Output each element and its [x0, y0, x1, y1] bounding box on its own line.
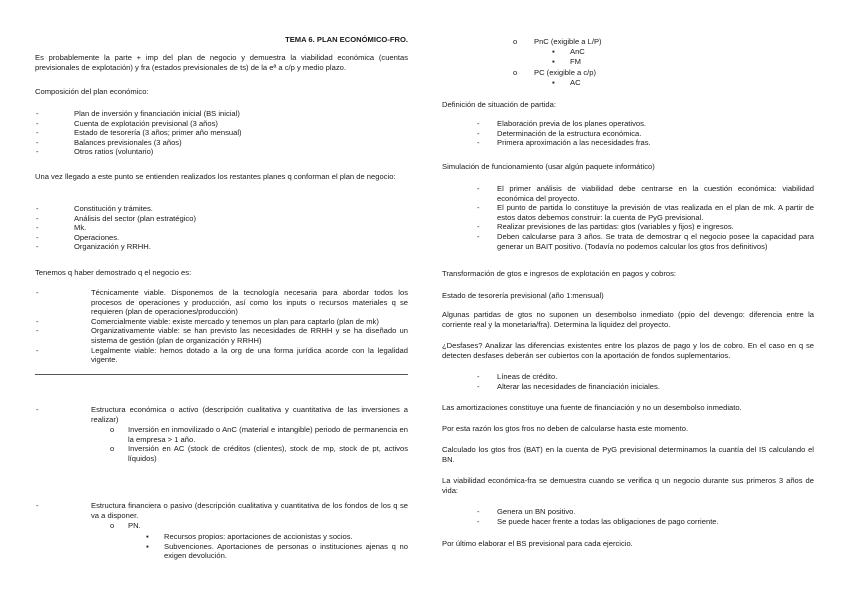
- viability-list: [477, 507, 814, 526]
- other-plans-intro: Una vez llegado a este punto se entienden realizados los restantes planes q conforman el plan de negocio:: [35, 172, 396, 181]
- mismatch-list: [477, 372, 814, 391]
- list-item: - Comercialmente viable: existe mercado y tenemos un plan para captarlo (plan de mk): [36, 316, 379, 326]
- list-item: - Cuenta de explotación previsional (3 años): [36, 118, 218, 128]
- list-item: ▪ AnC: [552, 47, 585, 56]
- intro-paragraph: Es probablemente la parte + imp del plan de negocio y demuestra la viabilidad económica (cuentas previsionales de explotación) y fra (estados previsionales de ts) de la eª a c/p y medio plazo.: [35, 53, 408, 72]
- pn-sublist: [146, 532, 408, 561]
- list-item: ▪ Recursos propios: aportaciones de accionistas y socios.: [146, 532, 353, 541]
- list-item: ▪ FM: [552, 56, 581, 66]
- list-item: - Plan de inversión y financiación inicial (BS inicial): [36, 109, 240, 118]
- list-item: - Organizativamente viable: se han previsto las necesidades de RRHH y se ha diseñado un sistema de gestión (plan de organización y RRHH): [36, 326, 408, 345]
- pnc-item: o PnC (exigible a L/P): [513, 37, 602, 46]
- simulation-list: [477, 184, 814, 251]
- starting-list: [477, 119, 814, 148]
- list-item: - Se puede hacer frente a todas las obligaciones de pago corriente.: [477, 516, 719, 526]
- list-item: - Mk.: [36, 223, 87, 233]
- calc-bat-paragraph: Calculado los gtos fros (BAT) en la cuenta de PyG previsional determinamos la cuantía del IS calculando el BN.: [442, 445, 814, 464]
- list-item: o Inversión en AC (stock de créditos (clientes), stock de mp, stock de pt, activos líquidos): [110, 444, 408, 463]
- mismatch-paragraph: Algunas partidas de gtos no suponen un desembolso inmediato (ppio del devengo: diferencia entre la corriente real y la monetaria/fra). Determina la liquidez del proyecto.: [442, 310, 814, 329]
- transformation-heading: Transformación de gtos e ingresos de explotación en pagos y cobros:: [442, 269, 676, 278]
- list-item: - Otros ratios (voluntario): [36, 147, 154, 157]
- list-item: - Técnicamente viable. Disponemos de la tecnología necesaria para abordar todos los procesos de operaciones y producción, así como los inputs o recursos materiales q se requieren (plan de operaciones/producción): [36, 288, 408, 317]
- list-item: ▪ AC: [552, 78, 581, 87]
- list-item: - Genera un BN positivo.: [477, 507, 576, 516]
- list-item: - Análisis del sector (plan estratégico): [36, 213, 196, 223]
- list-item: - Líneas de crédito.: [477, 372, 558, 381]
- list-item: - Balances previsionales (3 años): [36, 137, 182, 147]
- pc-item: o PC (exigible a c/p): [513, 68, 597, 77]
- treasury-heading: Estado de tesorería previsional (año 1:mensual): [442, 291, 604, 300]
- economic-structure-item: - Estructura económica o activo (descripción cualitativa y cuantitativa de las inversiones a realizar): [36, 405, 408, 424]
- starting-heading: Definición de situación de partida:: [442, 100, 556, 109]
- amortization-paragraph: Las amortizaciones constituye una fuente de financiación y no un desembolso inmediato.: [442, 403, 742, 412]
- list-item: - Operaciones.: [36, 232, 120, 242]
- document-title: TEMA 6. PLAN ECONÓMICO-FRO.: [285, 35, 408, 44]
- list-item: - El punto de partida lo constituye la previsión de vtas realizada en el plan de mk. A partir de estos datos debemos construir: la cuenta de PyG previsional.: [477, 203, 814, 222]
- list-item: - Deben calcularse para 3 años. Se trata de demostrar q el negocio posee la capacidad para generar un BAIT positivo. (Todavía no podemos calcular los gtos fros definitivos): [477, 231, 814, 251]
- composition-heading: Composición del plan económico:: [35, 87, 149, 96]
- list-item: - Constitución y trámites.: [36, 204, 153, 213]
- list-item: - Primera aproximación a las necesidades fras.: [477, 138, 651, 148]
- financial-structure-item: - Estructura financiera o pasivo (descripción cualitativa y cuantitativa de los fondos de los q se va a disponer.: [36, 501, 408, 520]
- simulation-heading: Simulación de funcionamiento (usar algún paquete informático): [442, 162, 655, 171]
- list-item: - Organización y RRHH.: [36, 242, 151, 252]
- shown-list: [36, 288, 408, 365]
- list-item: - El primer análisis de viabilidad debe centrarse en la cuestión económica: viabilidad económica del proyecto.: [477, 184, 814, 203]
- list-item: ▪ Subvenciones. Aportaciones de personas o instituciones ajenas q no exigen devolución.: [146, 541, 408, 561]
- other-plans-list: [36, 204, 404, 252]
- viability-paragraph: La viabilidad económica-fra se demuestra cuando se verifica q un negocio durante sus primeros 3 años de vida:: [442, 476, 814, 495]
- final-paragraph: Por último elaborar el BS previsional para cada ejercicio.: [442, 539, 633, 548]
- list-item: - Alterar las necesidades de financiación iniciales.: [477, 381, 660, 391]
- no-calc-paragraph: Por esta razón los gtos fros no deben de calcularse hasta este momento.: [442, 424, 689, 433]
- list-item: - Determinación de la estructura económica.: [477, 128, 642, 138]
- list-item: - Legalmente viable: hemos dotado a la org de una forma jurídica acorde con la legalidad vigente.: [36, 345, 408, 365]
- pc-sublist: [552, 78, 770, 88]
- section-divider: [35, 374, 408, 375]
- shown-heading: Tenemos q haber demostrado q el negocio es:: [35, 268, 192, 277]
- list-item: o Inversión en inmovilizado o AnC (material e intangible) periodo de permanencia en la empresa > 1 año.: [110, 425, 408, 444]
- list-item: - Elaboración previa de los planes operativos.: [477, 119, 647, 128]
- mismatch-question: ¿Desfases? Analizar las diferencias existentes entre los plazos de pago y los de cobro. En el caso en q se detecten desfases deberán ser cubiertos con la aportación de fondos suplementarios.: [442, 341, 814, 360]
- list-item: - Estado de tesorería (3 años; primer año mensual): [36, 128, 242, 138]
- composition-list: [36, 109, 404, 157]
- pnc-sublist: [552, 47, 770, 66]
- economic-sublist: [110, 425, 408, 463]
- pn-item: o PN.: [110, 521, 141, 530]
- list-item: - Realizar previsiones de las partidas: gtos (variables y fijos) e ingresos.: [477, 222, 734, 232]
